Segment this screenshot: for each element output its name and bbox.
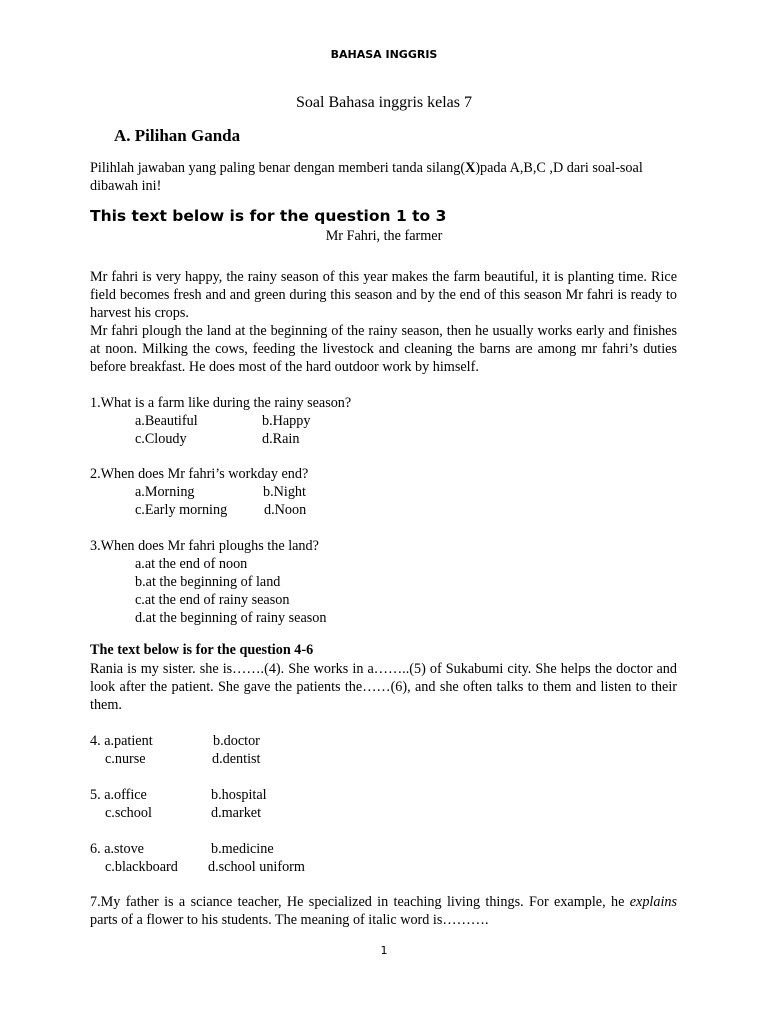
text1-heading: This text below is for the question 1 to 3: [90, 207, 447, 225]
question-3-text: 3.When does Mr fahri ploughs the land?: [90, 538, 319, 554]
question-1-text: 1.What is a farm like during the rainy season?: [90, 395, 352, 411]
question-1-option-c: c.Cloudy: [135, 431, 187, 447]
question-2-option-b: b.Night: [263, 484, 306, 500]
text2-paragraph: Rania is my sister. she is…….(4). She works in a……..(5) of Sukabumi city. She helps the doctor and look after the patient. She gave the patients the……(6), and she often talks to them and listen to their them.: [90, 661, 677, 713]
question-5-option-b: b.hospital: [211, 787, 267, 803]
question-6-option-b: b.medicine: [211, 841, 274, 857]
text2-heading: The text below is for the question 4-6: [90, 642, 314, 658]
question-5-option-d: d.market: [211, 805, 262, 821]
text1-title: Mr Fahri, the farmer: [325, 228, 443, 244]
question-4-option-d: d.dentist: [212, 751, 261, 767]
text2-passage: [90, 660, 677, 714]
question-4-option-c: c.nurse: [105, 751, 146, 767]
question-1-option-b: b.Happy: [262, 413, 311, 429]
question-6-option-a: 6. a.stove: [90, 841, 144, 857]
instructions-mark: X: [465, 160, 476, 176]
page-header: BAHASA INGGRIS: [330, 48, 438, 61]
question-3-option-b: b.at the beginning of land: [135, 574, 281, 590]
document-title: Soal Bahasa inggris kelas 7: [296, 94, 472, 111]
page-number: 1: [380, 944, 388, 957]
question-5-option-c: c.school: [105, 805, 152, 821]
question-6-option-d: d.school uniform: [208, 859, 305, 875]
text1-passage: [90, 268, 677, 376]
question-4-option-b: b.doctor: [213, 733, 260, 749]
question-3-option-d: d.at the beginning of rainy season: [135, 610, 327, 626]
question-3-option-a: a.at the end of noon: [135, 556, 248, 572]
question-7-italic-word: explains: [629, 894, 677, 910]
question-1-option-a: a.Beautiful: [135, 413, 198, 429]
question-3-option-c: c.at the end of rainy season: [135, 592, 290, 608]
instructions: [90, 159, 677, 195]
question-6-option-c: c.blackboard: [105, 859, 178, 875]
question-5-option-a: 5. a.office: [90, 787, 147, 803]
question-1: [90, 394, 351, 448]
section-heading: A. Pilihan Ganda: [114, 126, 241, 145]
question-7-text-part-2: parts of a flower to his students. The meaning of italic word is……….: [90, 912, 489, 928]
question-4-option-a: 4. a.patient: [90, 733, 153, 749]
question-1-option-d: d.Rain: [262, 431, 300, 447]
text1-paragraph-2: Mr fahri plough the land at the beginning of the rainy season, then he usually works early and finishes at noon. Milking the cows, feeding the livestock and cleaning the barns are among mr fahri’s duties before breakfast. He does most of the hard outdoor work by himself.: [90, 323, 677, 375]
question-7: [90, 893, 677, 929]
question-2: [90, 465, 308, 519]
instructions-text-before: Pilihlah jawaban yang paling benar dengan memberi tanda silang(: [90, 160, 466, 176]
question-7-text-part-1: 7.My father is a sciance teacher, He specialized in teaching living things. For example, he: [90, 894, 630, 910]
instructions-text-after: )pada A,B,C ,D dari soal-soal dibawah ini!: [90, 160, 643, 194]
text1-paragraph-1: Mr fahri is very happy, the rainy season of this year makes the farm beautiful, it is planting time. Rice field becomes fresh and and green during this season and by the end of this season Mr fahri is ready to harvest his crops.: [90, 269, 677, 321]
question-3: [90, 537, 326, 627]
question-2-option-a: a.Morning: [135, 484, 195, 500]
question-2-option-c: c.Early morning: [135, 502, 228, 518]
question-2-text: 2.When does Mr fahri’s workday end?: [90, 466, 309, 482]
question-2-option-d: d.Noon: [264, 502, 307, 518]
